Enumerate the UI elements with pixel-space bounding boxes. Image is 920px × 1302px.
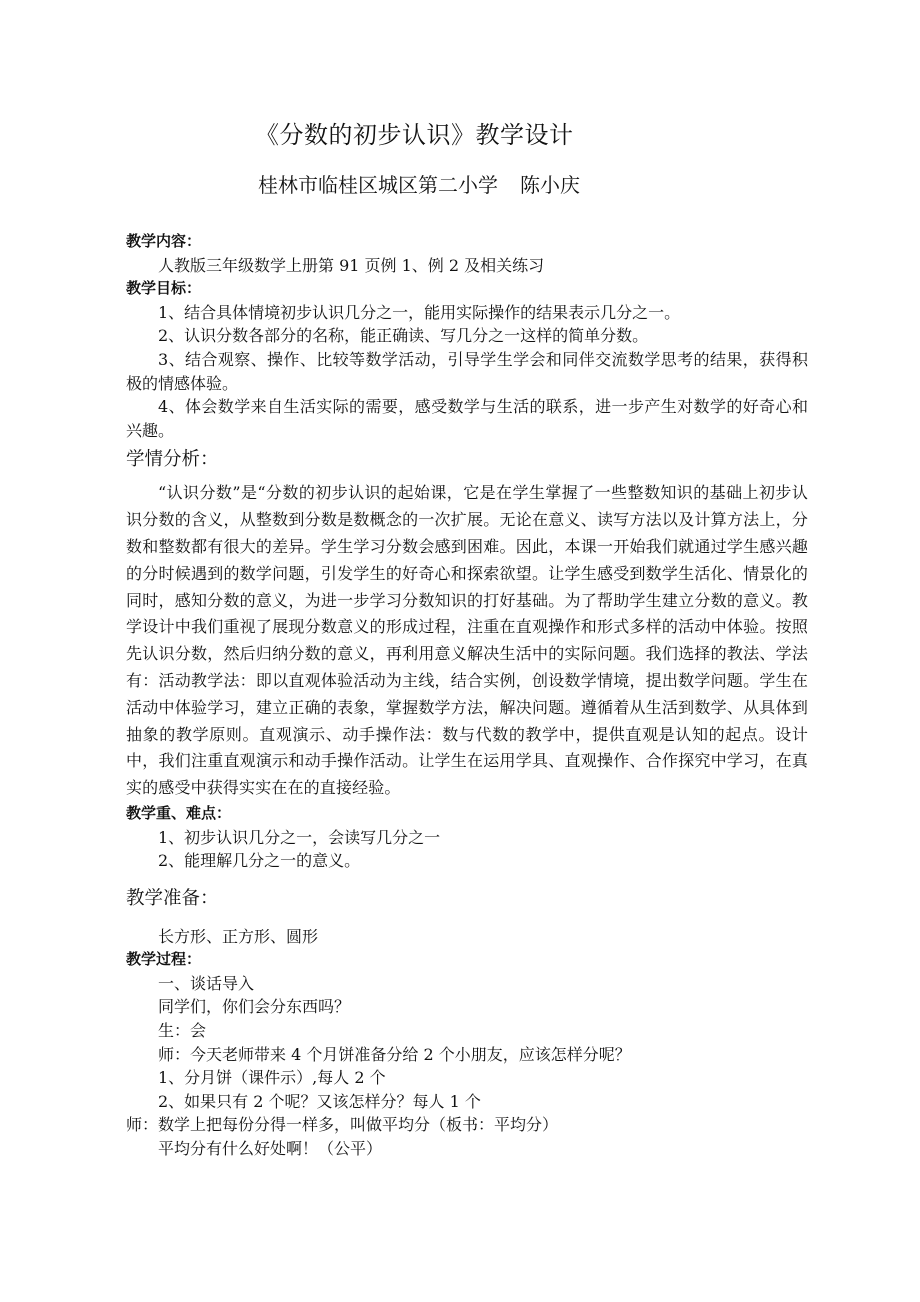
school-name: 桂林市临桂区城区第二小学	[258, 173, 498, 197]
section-heading-goals: 教学目标：	[126, 279, 202, 298]
document-body	[126, 230, 808, 1161]
goal-item: 3、结合观察、操作、比较等数学活动，引导学生学会和同伴交流数学思考的结果，获得积极的情感体验。	[126, 349, 808, 393]
preparation-item: 长方形、正方形、圆形	[158, 926, 319, 946]
process-line: 师：今天老师带来 4 个月饼准备分给 2 个小朋友，应该怎样分呢？	[158, 1044, 631, 1064]
process-line: 1、分月饼（课件示）,每人 2 个	[158, 1068, 386, 1088]
process-teacher-line: 师：数学上把每份分得一样多，叫做平均分（板书：平均分）	[126, 1115, 559, 1135]
author-name: 陈小庆	[520, 173, 580, 197]
process-line: 2、如果只有 2 个呢？又该怎样分？每人 1 个	[158, 1091, 481, 1111]
document-title: 《分数的初步认识》教学设计	[255, 121, 574, 149]
section-heading-keypoints: 教学重、难点：	[126, 803, 232, 822]
keypoint-item: 1、初步认识几分之一，会读写几分之一	[158, 827, 441, 847]
goal-item: 4、体会数学来自生活实际的需要，感受数学与生活的联系，进一步产生对数学的好奇心和兴趣。	[126, 397, 808, 440]
content-line: 人教版三年级数学上册第 91 页例 1、例 2 及相关练习	[158, 255, 545, 275]
process-line: 同学们，你们会分东西吗？	[158, 997, 351, 1017]
author-line	[258, 170, 580, 200]
section-heading-analysis: 学情分析：	[126, 449, 219, 471]
section-heading-preparation: 教学准备：	[126, 887, 219, 909]
section-heading-content: 教学内容：	[126, 232, 202, 250]
process-line: 一、谈话导入	[158, 973, 255, 993]
analysis-paragraph: “认识分数”是“分数的初步认识的起始课，它是在学生掌握了一些整数知识的基础上初步认识分数的含义，从整数到分数是数概念的一次扩展。无论在意义、读写方法以及计算方法上，分数和整数都有很大的差异。学生学习分数会感到困难。因此，本课一开始我们就通过学生感兴趣的分时候遇到的数学问题，引发学生的好奇心和探索欲望。让学生感受到数学生活化、情景化的同时，感知分数的意义，为进一步学习分数知识的打好基础。为了帮助学生建立分数的意义。教学设计中我们重视了展现分数意义的形成过程，注重在直观操作和形式多样的活动中体验。按照先认识分数，然后归纳分数的意义，再利用意义解决生活中的实际问题。我们选择的教法、学法有：活动教学法：即以直观体验活动为主线，结合实例，创设数学情境，提出数学问题。学生在活动中体验学习，建立正确的表象，掌握数学方法，解决问题。遵循着从生活到数学、从具体到抽象的教学原则。直观演示、动手操作法：数与代数的教学中，提供直观是认知的起点。设计中，我们注重直观演示和动手操作活动。让学生在运用学具、直观操作、合作探究中学习，在真实的感受中获得实实在在的直接经验。	[126, 483, 808, 798]
goal-item: 1、结合具体情境初步认识几分之一，能用实际操作的结果表示几分之一。	[158, 302, 681, 322]
process-line: 生：会	[158, 1021, 207, 1041]
keypoint-item: 2、能理解几分之一的意义。	[158, 851, 361, 871]
section-heading-process: 教学过程：	[126, 950, 202, 969]
goal-item: 2、认识分数各部分的名称，能正确读、写几分之一这样的简单分数。	[158, 326, 649, 346]
process-line: 平均分有什么好处啊！（公平）	[158, 1139, 383, 1159]
